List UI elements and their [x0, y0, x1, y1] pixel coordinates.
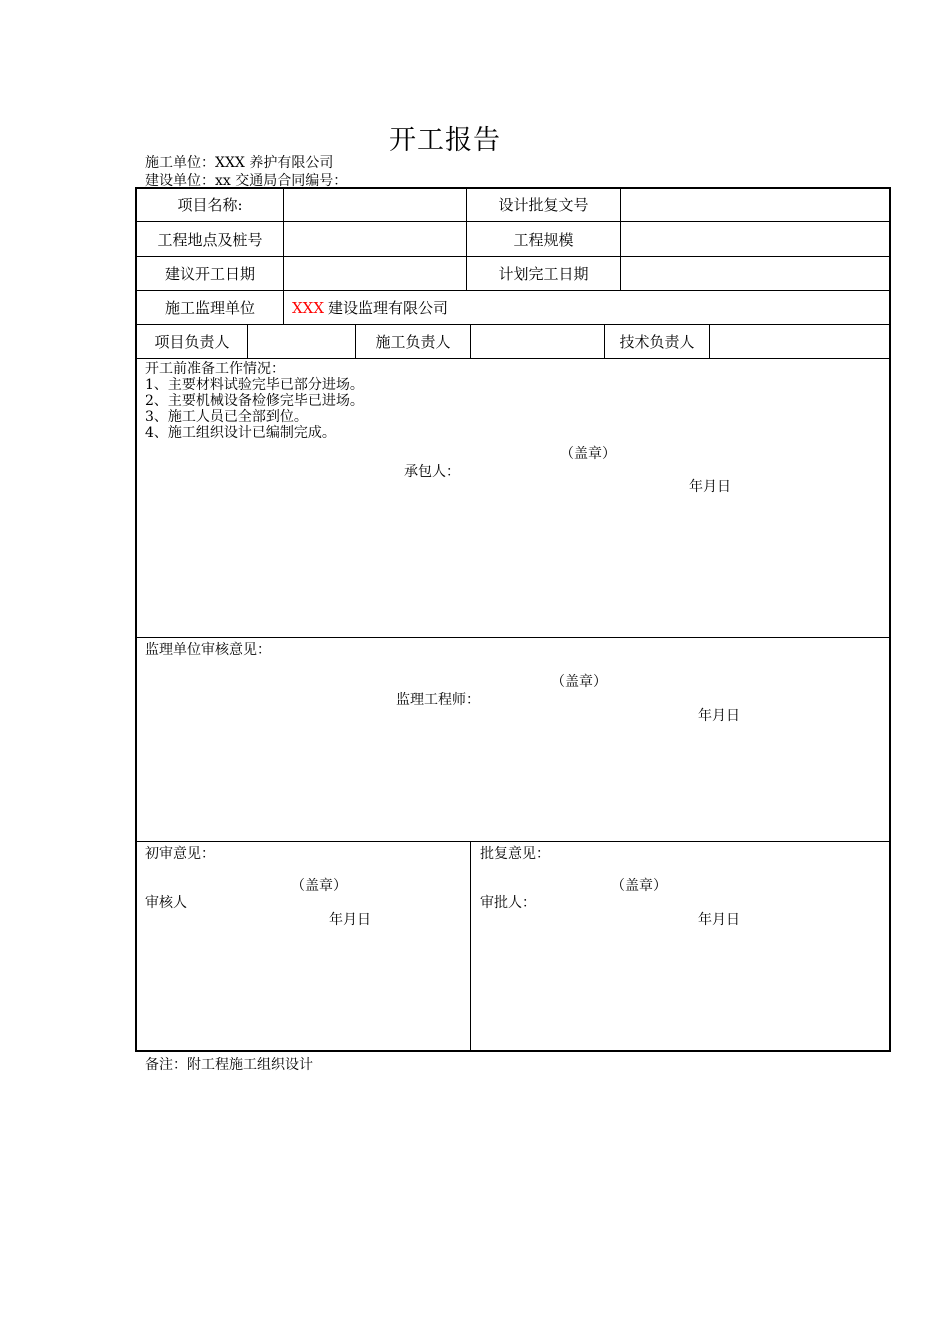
- supervision-signer: 监理工程师：: [396, 692, 480, 708]
- project-name-value[interactable]: [284, 188, 466, 221]
- supervision-unit-value: [284, 291, 889, 324]
- initial-review-date: 年月日: [329, 912, 371, 928]
- row-divider: [135, 841, 891, 842]
- supervision-review-heading: 监理单位审核意见：: [145, 642, 271, 658]
- project-manager-value[interactable]: [248, 325, 355, 358]
- preparation-item: 3、施工人员已全部到位。: [145, 409, 308, 425]
- initial-review-signer: 审核人: [145, 895, 187, 911]
- preparation-item: 2、主要机械设备检修完毕已进场。: [145, 393, 364, 409]
- planned-finish-value[interactable]: [621, 257, 889, 290]
- preparation-section: [145, 361, 364, 441]
- project-name-label: 项目名称:: [177, 196, 243, 214]
- row-divider: [135, 358, 891, 359]
- supervision-unit-label: 施工监理单位: [164, 299, 255, 317]
- scale-value[interactable]: [621, 222, 889, 256]
- supervision-seal: （盖章）: [551, 674, 607, 690]
- contractor-seal: （盖章）: [560, 446, 616, 462]
- approval-heading: 批复意见：: [480, 846, 550, 862]
- footnote: 备注：附工程施工组织设计: [145, 1057, 313, 1073]
- supervision-date: 年月日: [698, 708, 740, 724]
- planned-finish-label: 计划完工日期: [498, 265, 589, 283]
- technical-manager-label: 技术负责人: [619, 333, 695, 351]
- contractor-signer: 承包人：: [404, 464, 460, 480]
- construction-manager-label: 施工负责人: [375, 333, 451, 351]
- contractor-date: 年月日: [689, 479, 731, 495]
- col-divider: [470, 841, 471, 1052]
- construction-unit-line: 施工单位：XXX 养护有限公司: [145, 155, 334, 171]
- construction-manager-value[interactable]: [471, 325, 604, 358]
- location-label: 工程地点及桩号: [157, 230, 263, 249]
- project-manager-label: 项目负责人: [154, 333, 230, 351]
- preparation-heading: 开工前准备工作情况：: [145, 361, 285, 377]
- approval-date: 年月日: [698, 912, 740, 928]
- location-value[interactable]: [284, 222, 466, 256]
- proposed-start-label: 建议开工日期: [164, 265, 255, 283]
- technical-manager-value[interactable]: [710, 325, 889, 358]
- supervision-unit-name: 建设监理有限公司: [328, 299, 449, 317]
- approval-seal: （盖章）: [611, 878, 667, 894]
- preparation-item: 4、施工组织设计已编制完成。: [145, 425, 336, 441]
- approval-signer: 审批人：: [480, 895, 536, 911]
- design-approval-label: 设计批复文号: [498, 196, 589, 214]
- document-title: 开工报告: [389, 125, 501, 156]
- supervision-unit-prefix: XXX: [292, 298, 325, 317]
- row-divider: [135, 637, 891, 638]
- initial-review-seal: （盖章）: [291, 878, 347, 894]
- initial-review-heading: 初审意见：: [145, 846, 215, 862]
- proposed-start-value[interactable]: [284, 257, 466, 290]
- preparation-item: 1、主要材料试验完毕已部分进场。: [145, 377, 364, 393]
- build-unit-line: 建设单位：xx 交通局合同编号：: [145, 173, 348, 189]
- design-approval-value[interactable]: [621, 188, 889, 221]
- scale-label: 工程规模: [513, 230, 574, 249]
